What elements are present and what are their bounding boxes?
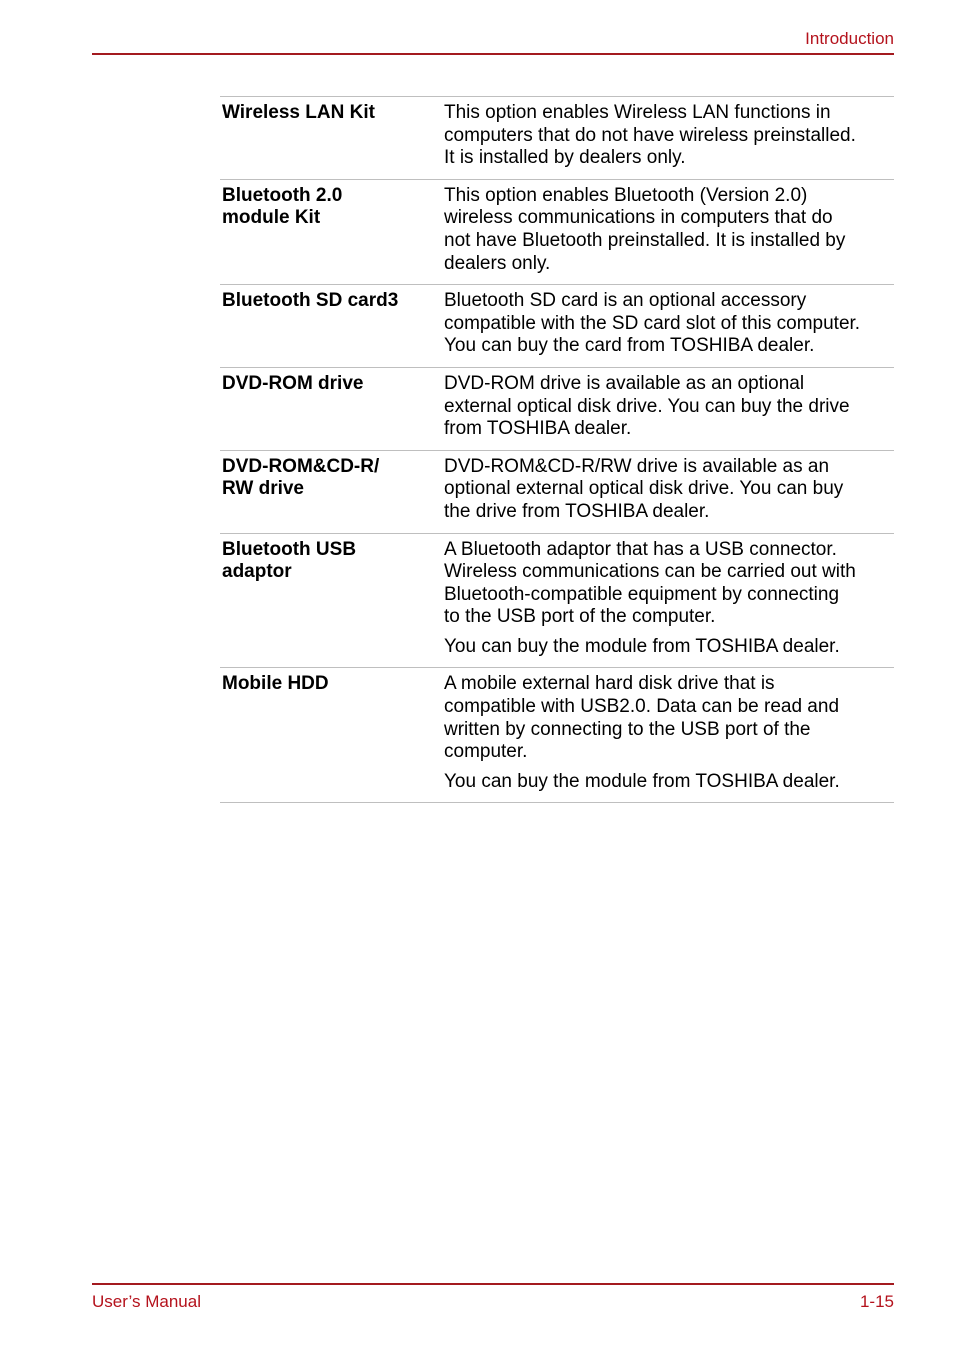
description-paragraph: Bluetooth SD card is an optional accessory compatible with the SD card slot of this computer. You can buy the card from TOSHIBA dealer. bbox=[444, 290, 861, 357]
table-row bbox=[220, 534, 894, 669]
footer-rule bbox=[92, 1283, 894, 1285]
option-term: DVD-ROM&CD-R/ RW drive bbox=[222, 455, 380, 500]
option-term: Wireless LAN Kit bbox=[222, 102, 375, 123]
option-description bbox=[444, 539, 894, 659]
option-term: Mobile HDD bbox=[222, 673, 329, 695]
header-section-title: Introduction bbox=[805, 29, 894, 48]
description-paragraph: You can buy the module from TOSHIBA dealer. bbox=[444, 635, 840, 657]
description-paragraph: This option enables Wireless LAN functions in computers that do not have wireless preinstalled. It is installed by dealers only. bbox=[444, 102, 856, 169]
description-paragraph: You can buy the module from TOSHIBA dealer. bbox=[444, 770, 840, 792]
table-row bbox=[220, 368, 894, 451]
table-row bbox=[220, 180, 894, 285]
description-paragraph: A Bluetooth adaptor that has a USB connector. Wireless communications can be carried out with Bluetooth-compatible equipment by connecting to the USB port of the computer. bbox=[444, 538, 856, 628]
table-row bbox=[220, 451, 894, 534]
option-term: Bluetooth 2.0 module Kit bbox=[222, 184, 343, 229]
footer-manual-title: User’s Manual bbox=[92, 1292, 201, 1311]
options-table bbox=[220, 96, 894, 803]
option-description bbox=[444, 290, 894, 358]
option-description bbox=[444, 456, 894, 524]
option-term: Bluetooth USB adaptor bbox=[222, 538, 357, 583]
option-description bbox=[444, 185, 894, 275]
option-term: Bluetooth SD card3 bbox=[222, 290, 399, 312]
header-rule bbox=[92, 53, 894, 55]
option-term: DVD-ROM drive bbox=[222, 372, 364, 394]
option-description bbox=[444, 373, 894, 441]
description-paragraph: This option enables Bluetooth (Version 2.0) wireless communications in computers that do not have Bluetooth preinstalled. It is installed by dealers only. bbox=[444, 184, 846, 274]
table-row bbox=[220, 285, 894, 368]
table-row bbox=[220, 668, 894, 803]
description-paragraph: DVD-ROM&CD-R/RW drive is available as an optional external optical disk drive. You can buy the drive from TOSHIBA dealer. bbox=[444, 455, 844, 522]
description-paragraph: A mobile external hard disk drive that is compatible with USB2.0. Data can be read and written by connecting to the USB port of the computer. bbox=[444, 673, 840, 763]
footer-page-number: 1-15 bbox=[859, 1292, 894, 1311]
description-paragraph: DVD-ROM drive is available as an optional external optical disk drive. You can buy the drive from TOSHIBA dealer. bbox=[444, 372, 850, 440]
option-description bbox=[444, 102, 894, 170]
option-description bbox=[444, 673, 894, 793]
table-row bbox=[220, 97, 894, 180]
